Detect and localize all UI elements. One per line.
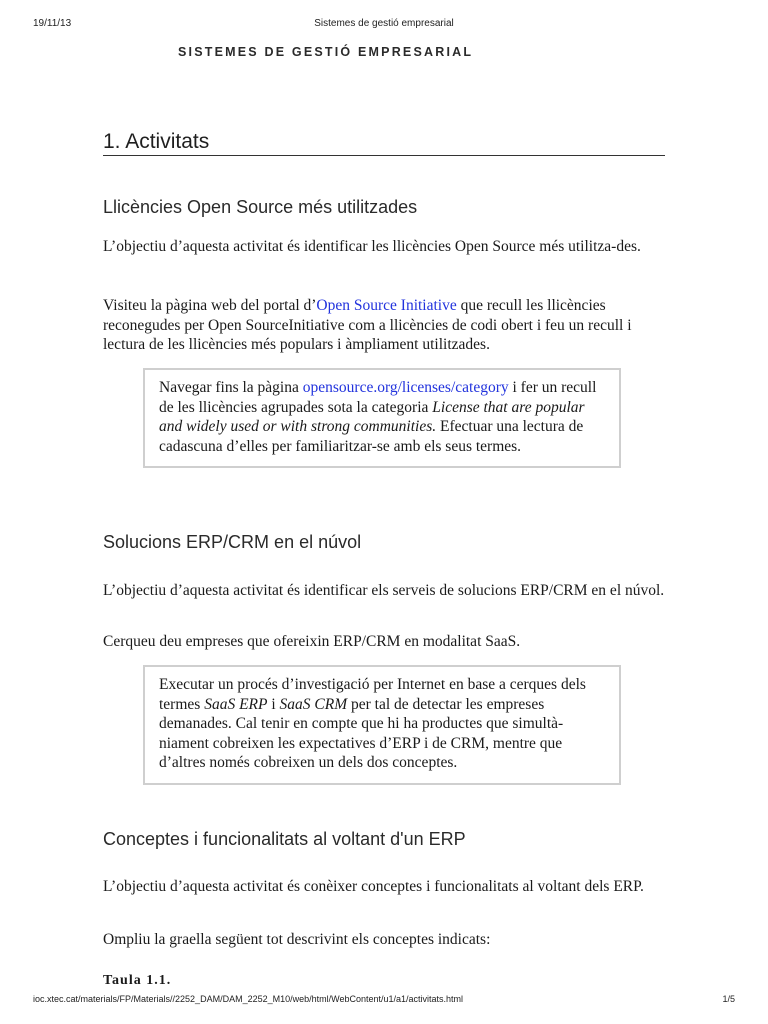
section-erp-concepts-instructions: Ompliu la graella següent tot descrivint els conceptes indicats:: [103, 931, 491, 948]
section-title-erp-concepts: Conceptes i funcionalitats al voltant d'un ERP: [103, 829, 466, 849]
section-erp-crm-objective: L’objectiu d’aquesta activitat és identificar els serveis de solucions ERP/CRM en el núvol.: [103, 582, 665, 599]
text-fragment: Executar un procés d’investigació per Internet en base a cerques dels termes: [159, 676, 586, 713]
section-title-erp-crm: Solucions ERP/CRM en el núvol: [103, 532, 362, 552]
main-content: [103, 120, 665, 988]
page-number: 1/5: [722, 994, 735, 1004]
text-fragment: i: [267, 695, 280, 713]
text-fragment: Navegar fins la pàgina: [159, 379, 303, 396]
section-title-licenses: Llicències Open Source més utilitzades: [103, 197, 418, 217]
italic-text: License that are popular and widely used or with strong communities.: [159, 398, 585, 435]
section-erp-concepts-objective: L’objectiu d’aquesta activitat és conèixer conceptes i funcionalitats al voltant dels ERP.: [103, 878, 644, 895]
section-erp-crm-instructions: Cerqueu deu empreses que ofereixin ERP/CRM en modalitat SaaS.: [103, 633, 521, 650]
site-title: SISTEMES DE GESTIÓ EMPRESARIAL: [178, 45, 474, 59]
table-caption: Taula 1.1.: [103, 973, 172, 988]
italic-text: SaaS ERP: [204, 695, 268, 713]
print-url: ioc.xtec.cat/materials/FP/Materials//2252_DAM/DAM_2252_M10/web/html/WebContent/u1/a1/activitats.html: [33, 994, 464, 1004]
licenses-category-link[interactable]: opensource.org/licenses/category: [302, 379, 509, 396]
page-heading: 1. Activitats: [103, 130, 665, 156]
task-box-licenses: [143, 368, 621, 468]
task-box-erp-crm: [143, 665, 621, 785]
print-footer: [0, 994, 768, 1008]
text-fragment: i fer un recull de les llicències agrupades sota la categoria: [159, 379, 597, 416]
text-fragment: Efectuar una lectura de cadascuna d’elles per familiaritzar-se amb els seus termes.: [159, 418, 584, 455]
section-licenses-objective: L’objectiu d’aquesta activitat és identificar les llicències Open Source més utilitza-des.: [103, 238, 641, 255]
italic-text: SaaS CRM: [279, 695, 348, 713]
print-date: 19/11/13: [33, 18, 72, 29]
print-header: [0, 18, 768, 32]
print-title: Sistemes de gestió empresarial: [314, 18, 454, 29]
text-fragment: que recull les llicències reconegudes per Open SourceInitiative com a llicències de codi obert i feu un recull i lectura de les llicències més populars i àmpliament utilitzades.: [103, 297, 632, 353]
text-fragment: Visiteu la pàgina web del portal d’: [103, 297, 317, 314]
osi-link[interactable]: Open Source Initiative: [316, 297, 457, 314]
section-licenses-instructions: [103, 296, 665, 355]
text-fragment: per tal de detectar les empreses demanades. Cal tenir en compte que hi ha productes que simultà-niament cobreixen les expectatives d’ERP i de CRM, mentre que d’altres només cobreixen un dels dos conceptes.: [159, 695, 564, 771]
